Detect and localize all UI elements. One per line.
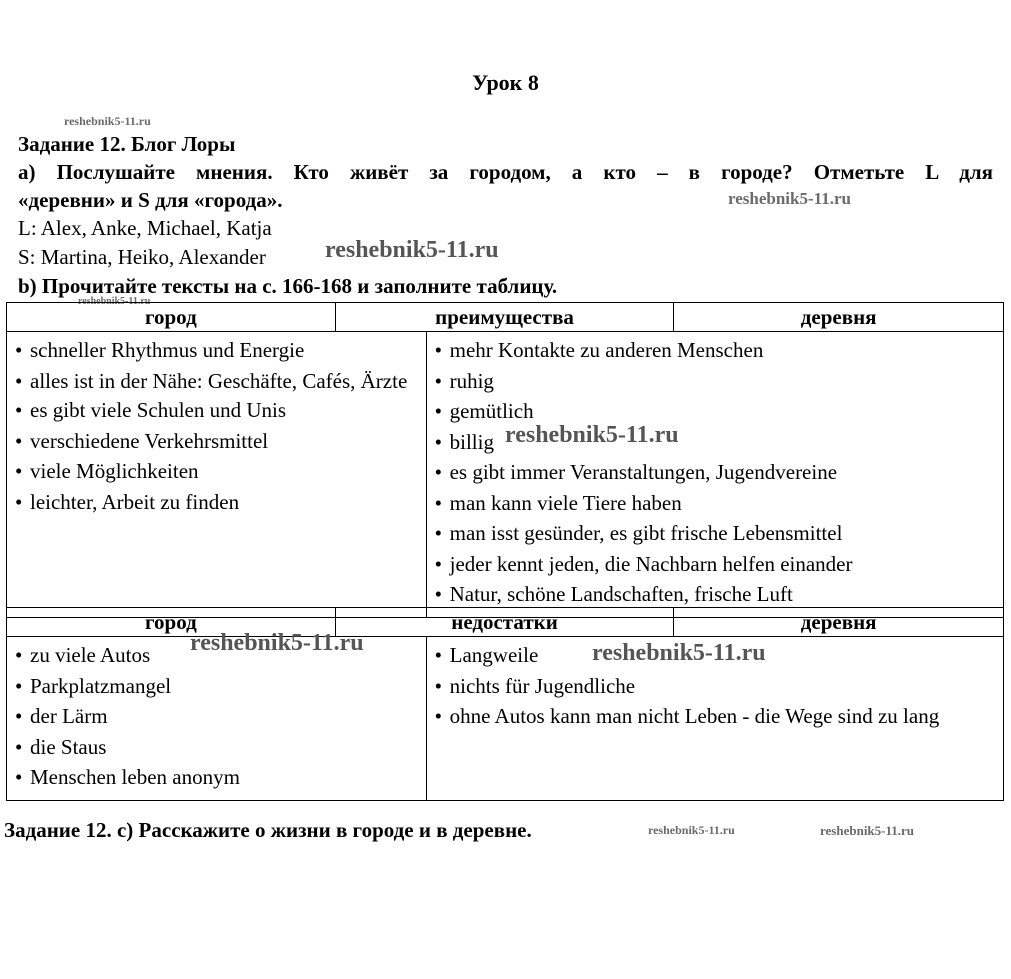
watermark: reshebnik5-11.ru	[820, 823, 915, 838]
list-item: • schneller Rhythmus und Energie	[15, 336, 420, 365]
header-village: деревня	[674, 608, 1004, 637]
list-item: • Langweile	[435, 641, 997, 670]
list-item: • Natur, schöne Landschaften, frische Luft	[435, 580, 997, 609]
answer-city: S: Martina, Heiko, Alexander	[18, 245, 266, 269]
watermark: reshebnik5-11.ru	[505, 422, 679, 448]
advantages-table	[6, 302, 1004, 618]
disadvantages-table	[6, 607, 1004, 801]
list-item: • leichter, Arbeit zu finden	[15, 488, 420, 517]
list-item: • Menschen leben anonym	[15, 763, 420, 792]
list-item: • die Staus	[15, 733, 420, 762]
header-village: деревня	[674, 303, 1004, 332]
part-a-question: a) Послушайте мнения. Кто живёт за городом, а кто – в городе? Отметьте L для	[18, 160, 993, 184]
watermark: reshebnik5-11.ru	[648, 823, 735, 837]
header-city: город	[7, 303, 336, 332]
list-item: • Parkplatzmangel	[15, 672, 420, 701]
list-item: • jeder kennt jeden, die Nachbarn helfen einander	[435, 550, 997, 579]
list-item: • ohne Autos kann man nicht Leben - die Wege sind zu lang	[435, 702, 997, 731]
village-advantages-cell	[426, 332, 1003, 618]
header-advantages: преимущества	[335, 303, 674, 332]
watermark: reshebnik5-11.ru	[190, 630, 364, 656]
watermark: reshebnik5-11.ru	[64, 114, 151, 128]
list-item: • zu viele Autos	[15, 641, 420, 670]
list-item: • man isst gesünder, es gibt frische Lebensmittel	[435, 519, 997, 548]
list-item: • der Lärm	[15, 702, 420, 731]
part-a-question-cont: «деревни» и S для «города».	[18, 188, 283, 212]
list-item: • nichts für Jugendliche	[435, 672, 997, 701]
part-b-instruction: b) Прочитайте тексты на с. 166-168 и заполните таблицу.	[18, 274, 558, 298]
list-item: • alles ist in der Nähe: Geschäfte, Cafés, Ärzte	[15, 367, 420, 395]
list-item: • billig	[435, 428, 997, 457]
answer-village: L: Alex, Anke, Michael, Katja	[18, 216, 272, 240]
task-heading: Задание 12. Блог Лоры	[18, 132, 236, 156]
list-item: • gemütlich	[435, 397, 997, 426]
list-item: • ruhig	[435, 367, 997, 396]
list-item: • verschiedene Verkehrsmittel	[15, 427, 420, 456]
watermark: reshebnik5-11.ru	[592, 640, 766, 666]
city-disadvantages-cell	[7, 637, 427, 801]
list-item: • man kann viele Tiere haben	[435, 489, 997, 518]
list-item: • viele Möglichkeiten	[15, 457, 420, 486]
header-city: город	[7, 608, 336, 637]
watermark: reshebnik5-11.ru	[325, 237, 499, 263]
part-c-task: Задание 12. c) Расскажите о жизни в городе и в деревне.	[4, 818, 532, 842]
list-item: • es gibt immer Veranstaltungen, Jugendvereine	[435, 458, 997, 487]
watermark: reshebnik5-11.ru	[78, 296, 151, 307]
lesson-title: Урок 8	[472, 70, 539, 95]
list-item: • mehr Kontakte zu anderen Menschen	[435, 336, 997, 365]
list-item: • es gibt viele Schulen und Unis	[15, 396, 420, 425]
watermark: reshebnik5-11.ru	[728, 189, 851, 208]
header-disadvantages: недостатки	[335, 608, 674, 637]
city-advantages-cell	[7, 332, 427, 618]
